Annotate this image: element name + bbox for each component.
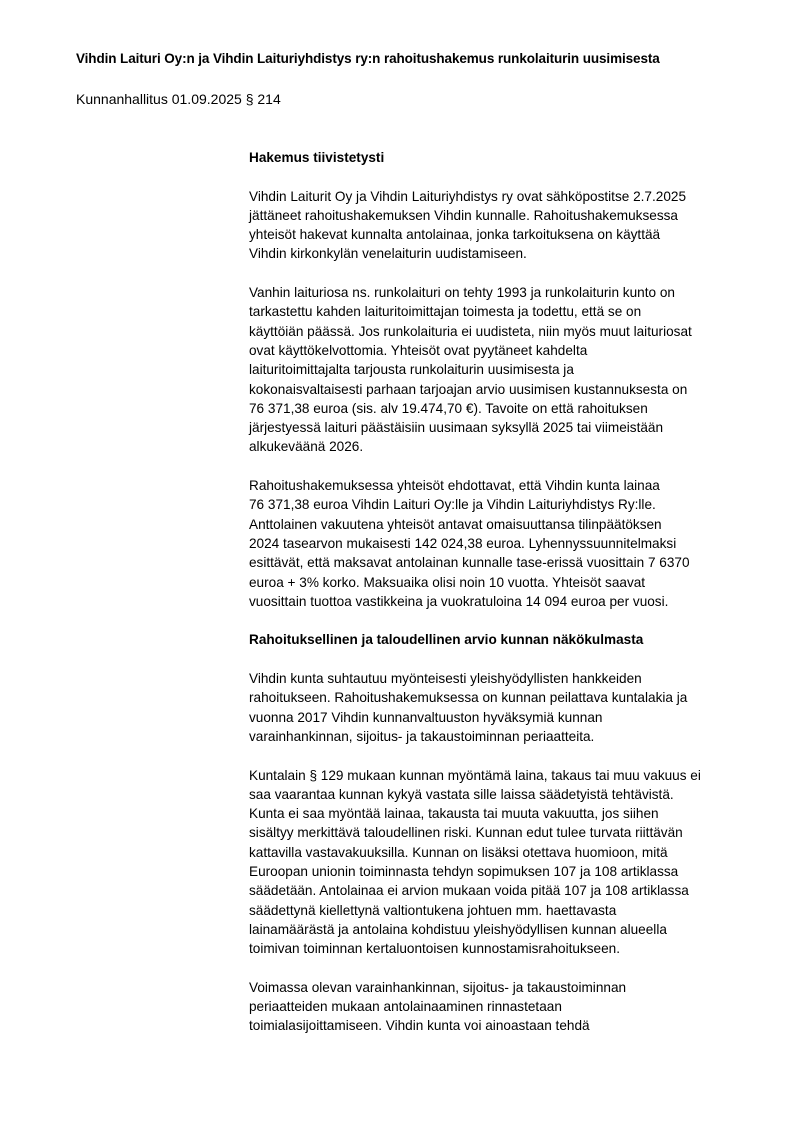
- paragraph-line: lainamäärästä ja antolaina kohdistuu yleishyödyllisen kunnan alueella: [249, 921, 667, 937]
- paragraph-line: sisältyy merkittävä taloudellinen riski. Kunnan edut tulee turvata riittävän: [249, 825, 683, 841]
- paragraph-line: saa vaarantaa kunnan kykyä vastata sille laissa säädetyistä tehtävistä.: [249, 786, 674, 802]
- paragraph: [249, 187, 749, 264]
- spacer: [249, 746, 749, 765]
- spacer: [249, 958, 749, 977]
- paragraph-line: tarkastettu kahden laituritoimittajan toimesta ja todettu, että se on: [249, 304, 642, 320]
- paragraph-line: kokonaisvaltaisesti parhaan tarjoajan arvio uusimisen kustannuksesta on: [249, 381, 688, 397]
- paragraph-line: vuosittain tuottoa vastikkeina ja vuokratuloina 14 094 euroa per vuosi.: [249, 593, 669, 609]
- spacer: [249, 457, 749, 476]
- paragraph-line: järjestyessä laituri päästäisiin uusimaan syksyllä 2025 tai viimeistään: [249, 420, 664, 436]
- paragraph: [249, 669, 749, 746]
- paragraph-line: 76 371,38 euroa Vihdin Laituri Oy:lle ja Vihdin Laituriyhdistys Ry:lle.: [249, 497, 656, 513]
- paragraph-line: periaatteiden mukaan antolainaaminen rinnastetaan: [249, 999, 562, 1015]
- paragraph-line: vuonna 2017 Vihdin kunnanvaltuuston hyväksymiä kunnan: [249, 709, 603, 725]
- paragraph-line: yhteisöt hakevat kunnalta antolainaa, jonka tarkoituksena on käyttää: [249, 227, 661, 243]
- spacer: [249, 611, 749, 630]
- paragraph-line: laituritoimittajalta tarjousta runkolaiturin uusimisesta ja: [249, 362, 574, 378]
- paragraph-line: esittävät, että maksavat antolainan kunnalle tase-erissä vuosittain 7 6370: [249, 555, 690, 571]
- paragraph-line: alkukeväänä 2026.: [249, 439, 364, 455]
- paragraph-line: Vanhin laituriosa ns. runkolaituri on tehty 1993 ja runkolaiturin kunto on: [249, 285, 675, 301]
- paragraph-line: rahoitukseen. Rahoitushakemuksessa on kunnan peilattava kuntalakia ja: [249, 690, 688, 706]
- paragraph-line: euroa + 3% korko. Maksuaika olisi noin 10 vuotta. Yhteisöt saavat: [249, 574, 646, 590]
- paragraph-line: toimivan toiminnan kertaluontoisen kunnostamisrahoitukseen.: [249, 941, 621, 957]
- paragraph-line: Vihdin kirkonkylän venelaiturin uudistamiseen.: [249, 246, 527, 262]
- spacer: [249, 650, 749, 669]
- paragraph: [249, 766, 749, 959]
- spacer: [249, 167, 749, 186]
- paragraph-line: Vihdin Laiturit Oy ja Vihdin Laituriyhdistys ry ovat sähköpostitse 2.7.2025: [249, 188, 687, 204]
- paragraph-line: varainhankinnan, sijoitus- ja takaustoiminnan periaatteita.: [249, 728, 595, 744]
- spacer: [249, 264, 749, 283]
- paragraph-line: jättäneet rahoitushakemuksen Vihdin kunnalle. Rahoitushakemuksessa: [249, 207, 678, 223]
- document-body: [249, 148, 749, 1036]
- paragraph-line: Vihdin kunta suhtautuu myönteisesti yleishyödyllisten hankkeiden: [249, 671, 642, 687]
- document-title: Vihdin Laituri Oy:n ja Vihdin Laituriyhdistys ry:n rahoitushakemus runkolaiturin uusimisesta: [76, 51, 660, 66]
- paragraph-line: kattavilla vastavakuuksilla. Kunnan on lisäksi otettava huomioon, mitä: [249, 844, 668, 860]
- paragraph-line: säädettynä kiellettynä valtiontukena johtuen mm. haettavasta: [249, 902, 617, 918]
- paragraph: [249, 283, 749, 457]
- paragraph-line: Kunta ei saa myöntää lainaa, takausta tai muuta vakuutta, jos siihen: [249, 806, 659, 822]
- paragraph: [249, 978, 749, 1036]
- paragraph-line: Voimassa olevan varainhankinnan, sijoitus- ja takaustoiminnan: [249, 979, 627, 995]
- paragraph-line: toimialasijoittamiseen. Vihdin kunta voi ainoastaan tehdä: [249, 1018, 590, 1034]
- paragraph-line: säädetään. Antolainaa ei arvion mukaan voida pitää 107 ja 108 artiklassa: [249, 883, 689, 899]
- paragraph-line: 2024 tasearvon mukaisesti 142 024,38 euroa. Lyhennyssuunnitelmaksi: [249, 535, 677, 551]
- section-heading: Hakemus tiivistetysti: [249, 150, 385, 165]
- section-heading: Rahoituksellinen ja taloudellinen arvio kunnan näkökulmasta: [249, 632, 644, 648]
- paragraph-line: Kuntalain § 129 mukaan kunnan myöntämä laina, takaus tai muu vakuus ei: [249, 767, 701, 783]
- paragraph-line: 76 371,38 euroa (sis. alv 19.474,70 €). Tavoite on että rahoituksen: [249, 400, 648, 416]
- paragraph-line: ovat käyttökelvottomia. Yhteisöt ovat pyytäneet kahdelta: [249, 342, 588, 358]
- paragraph: [249, 476, 749, 611]
- paragraph-line: Euroopan unionin toiminnasta tehdyn sopimuksen 107 ja 108 artiklassa: [249, 863, 679, 879]
- paragraph-line: Rahoitushakemuksessa yhteisöt ehdottavat, että Vihdin kunta lainaa: [249, 478, 660, 494]
- meeting-reference: Kunnanhallitus 01.09.2025 § 214: [76, 91, 281, 107]
- paragraph-line: käyttöiän päässä. Jos runkolaituria ei uudisteta, niin myös muut laituriosat: [249, 323, 692, 339]
- paragraph-line: Anttolainen vakuutena yhteisöt antavat omaisuuttansa tilinpäätöksen: [249, 516, 662, 532]
